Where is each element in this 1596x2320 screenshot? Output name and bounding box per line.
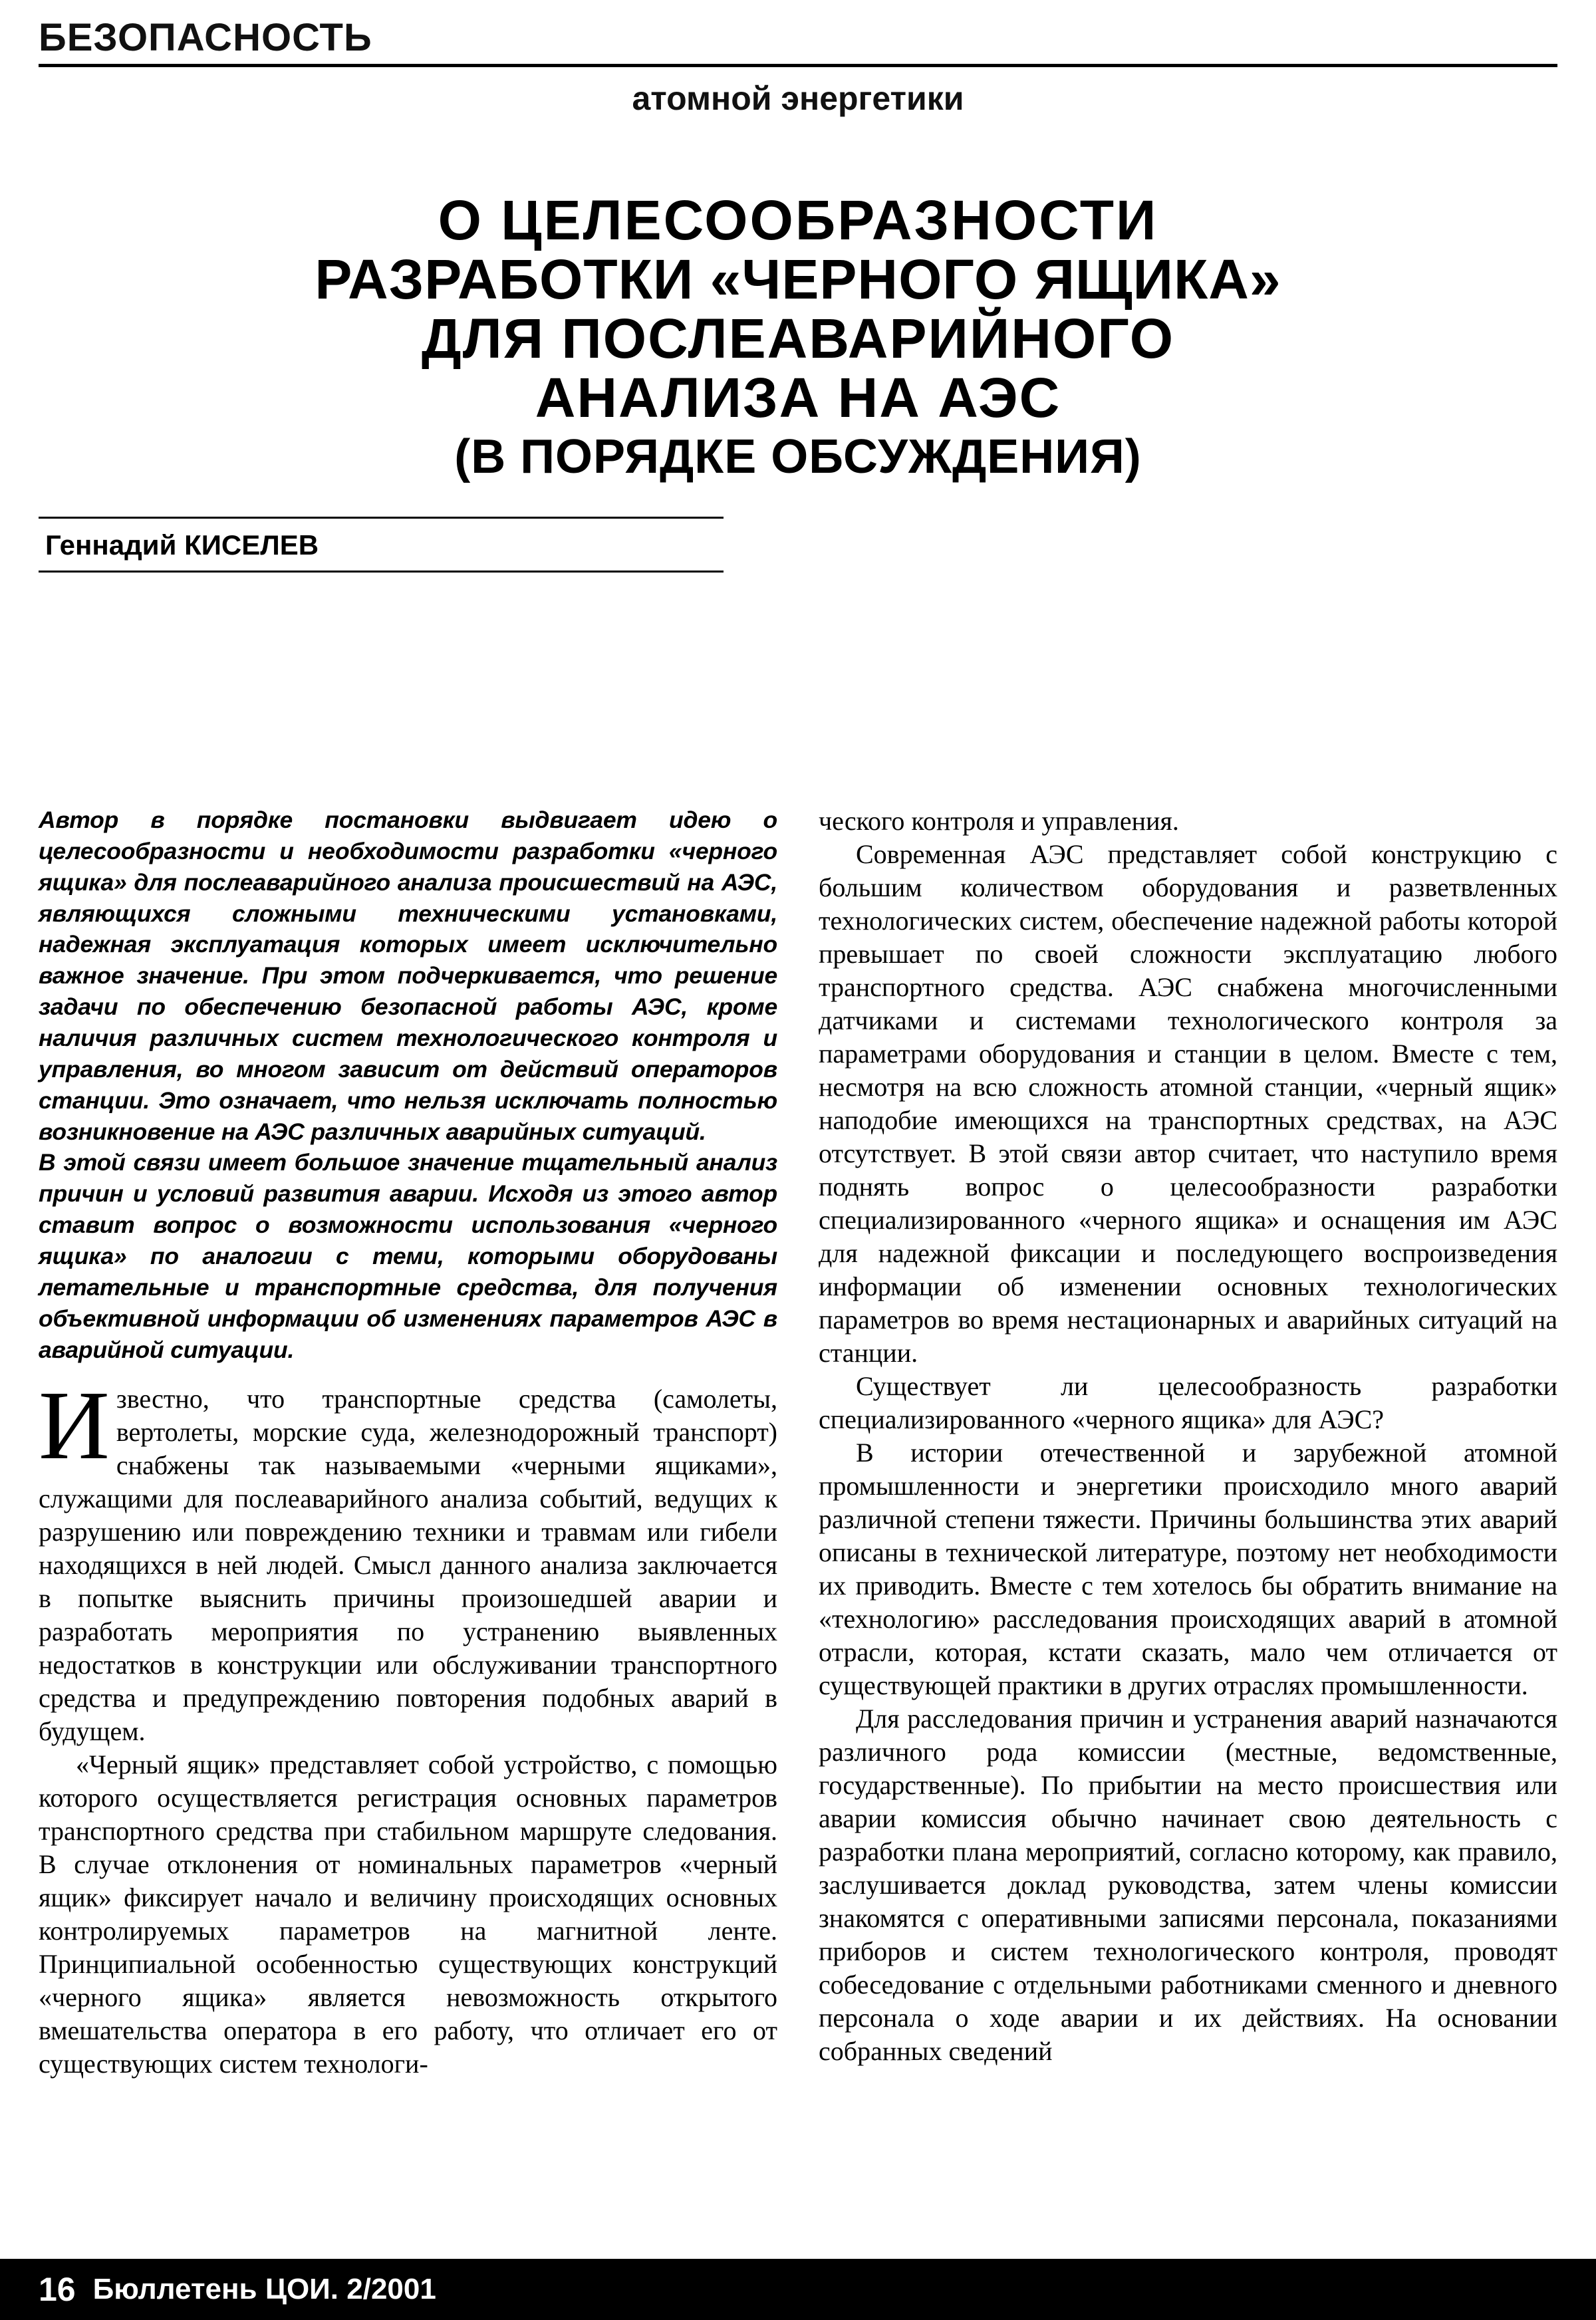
column-right xyxy=(819,805,1557,2081)
rubric-divider xyxy=(39,64,1557,67)
title-line-5: (В ПОРЯДКЕ ОБСУЖДЕНИЯ) xyxy=(454,430,1142,484)
body-left xyxy=(39,1371,777,2081)
body-paragraph-2: «Черный ящик» представляет собой устройство, с помощью которого осуществляется регистрация основных параметров транспортного средства при стабильном маршруте следования. В случае отклонения от номинальных параметров «черный ящик» фиксирует начало и величину происходящих основных контролируемых параметров на магнитной ленте. Принципиальной особенностью существующих конструкций «черного ящика» является невозможность открытого вмешательства оператора в его работу, что отличает его от существующих систем технологи- xyxy=(39,1749,777,2079)
author-name: Геннадий КИСЕЛЕВ xyxy=(45,529,319,561)
body-paragraph-3: ческого контроля и управления. xyxy=(819,806,1179,836)
title-line-2: РАЗРАБОТКИ «ЧЕРНОГО ЯЩИКА» xyxy=(315,248,1281,311)
lead-abstract xyxy=(39,805,777,1365)
author-block xyxy=(39,517,724,573)
body-paragraph-6: В истории отечественной и зарубежной атомной промышленности и энергетики происходило много аварий различной степени тяжести. Причины большинства этих аварий описаны в технической литературе, поэтому нет необходимости их приводить. Вместе с тем хотелось бы обратить внимание на «технологию» расследования происходящих аварий в атомной отрасли, которая, кстати сказать, мало чем отличается от существующей практики в других отраслях промышленности. xyxy=(819,1438,1557,1700)
rubric-heading: БЕЗОПАСНОСТЬ xyxy=(39,16,372,59)
lead-paragraph-1: Автор в порядке постановки выдвигает идею о целесообразности и необходимости разработки «черного ящика» для послеаварийного анализа происшествий на АЭС, являющихся сложными техническими установками, надежная эксплуатация которых имеет исключительно важное значение. При этом подчеркивается, что решение задачи по обеспечению безопасной работы АЭС, кроме наличия различных систем технологического контроля и управления, во многом зависит от действий операторов станции. Это означает, что нельзя исключать полностью возникновение на АЭС различных аварийных ситуаций. xyxy=(39,807,777,1145)
publication-title: Бюллетень ЦОИ. 2/2001 xyxy=(92,2273,436,2305)
dropcap-letter: И xyxy=(39,1371,110,1481)
column-left xyxy=(39,805,777,2081)
title-line-1: О ЦЕЛЕСООБРАЗНОСТИ xyxy=(438,189,1158,251)
article-title xyxy=(39,191,1557,482)
lead-paragraph-2: В этой связи имеет большое значение тщательный анализ причин и условий развития аварии. Исходя из этого автор ставит вопрос о возможности использования «черного ящика» по аналогии с теми, которыми оборудованы летательные и транспортные средства, для получения объективной информации об изменениях параметров АЭС в аварийной ситуации. xyxy=(39,1149,777,1363)
body-right xyxy=(819,805,1557,2068)
author-divider-bottom xyxy=(39,571,724,573)
dropcap-paragraph xyxy=(39,1371,777,1748)
rubric-subheading: атомной энергетики xyxy=(632,80,964,117)
body-paragraph-5: Существует ли целесообразность разработки специализированного «черного ящика» для АЭС? xyxy=(819,1371,1557,1434)
body-paragraph-7: Для расследования причин и устранения аварий назначаются различного рода комиссии (местные, ведомственные, государственные). По прибытии на место происшествия или аварии комиссия обычно начинает свою деятельность с разработки плана мероприятий, согласно которому, как правило, заслушивается доклад руководства, затем члены комиссии знакомятся с оперативными записями персонала, показаниями приборов и систем технологического контроля, проводят собеседование с отдельными работниками сменного и дневного персонала о ходе аварии и их действиях. На основании собранных сведений xyxy=(819,1704,1557,2066)
page-footer xyxy=(0,2259,1596,2320)
body-paragraph-1: звестно, что транспортные средства (самолеты, вертолеты, морские суда, железнодорожный транспорт) снабжены так называемыми «черными ящиками», служащими для послеаварийного анализа событий, ведущих к разрушению или повреждению техники и травмам или гибели находящихся в ней людей. Смысл данного анализа заключается в попытке выяснить причины произошедшей аварии и разработать мероприятия по устранению выявленных недостатков в конструкции или обслуживании транспортного средства и предупреждению повторения подобных аварий в будущем. xyxy=(39,1384,777,1747)
body-paragraph-4: Современная АЭС представляет собой конструкцию с большим количеством оборудования и разветвленных технологических систем, обеспечение надежной работы которой превышает по своей сложности эксплуатацию любого транспортного средства. АЭС снабжена многочисленными датчиками и системами технологического контроля за параметрами оборудования и станции в целом. Вместе с тем, несмотря на всю сложность атомной станции, «черный ящик» наподобие имеющихся на транспортных средствах, на АЭС отсутствует. В этой связи автор считает, что наступило время поднять вопрос о целесообразности разработки специализированного «черного ящика» и оснащения им АЭС для надежной фиксации и последующего воспроизведения информации об изменении основных технологических параметров во время нестационарных и аварийных ситуаций на станции. xyxy=(819,839,1557,1368)
article-columns xyxy=(39,805,1557,2081)
title-line-3: ДЛЯ ПОСЛЕАВАРИЙНОГО xyxy=(421,307,1175,370)
title-line-4: АНАЛИЗА НА АЭС xyxy=(535,366,1061,430)
page-number: 16 xyxy=(39,2271,76,2308)
